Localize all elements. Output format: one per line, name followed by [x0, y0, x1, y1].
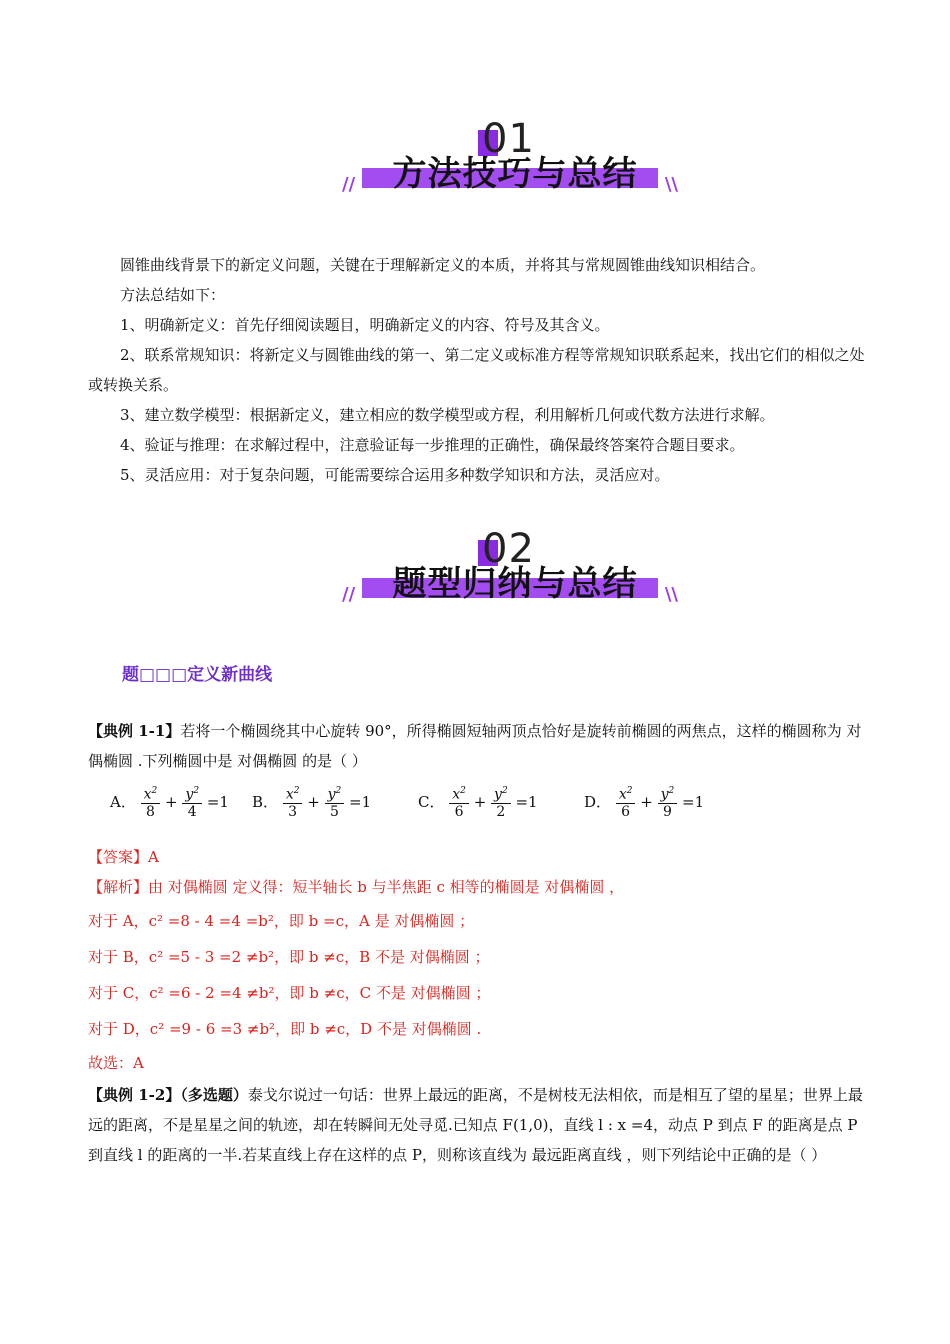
- option-letter: B．: [252, 792, 279, 811]
- method-intro: 圆锥曲线背景下的新定义问题，关键在于理解新定义的本质，并将其与常规圆锥曲线知识相结合。: [120, 256, 766, 274]
- section-title: 题型归纳与总结: [392, 564, 638, 604]
- analysis-line: 对于 D，c² =9 - 6 =3 ≠b²，即 b ≠c，D 不是 对偶椭圆 .: [88, 1020, 482, 1038]
- analysis-line: 对于 C，c² =6 - 2 =4 ≠b²，即 b ≠c，C 不是 对偶椭圆 ；: [88, 984, 491, 1002]
- option-a: A． $\frac{x^2}{8}$ + $\frac{y^2}{4}$ =1: [110, 786, 229, 820]
- example-1-1-question: [88, 716, 868, 776]
- option-letter: C．: [418, 792, 445, 811]
- section-banner-02: [340, 526, 680, 616]
- question-type-tag: （多选题）: [180, 1086, 248, 1104]
- option-letter: A．: [110, 792, 136, 811]
- example-1-2-question: [88, 1080, 868, 1170]
- section-title: 方法技巧与总结: [392, 154, 638, 194]
- final-choice: 故选：A: [88, 1054, 144, 1072]
- question-category: [122, 660, 272, 685]
- section-number: 02: [482, 526, 535, 572]
- option-letter: D．: [584, 792, 612, 811]
- backslash-decoration-icon: \\: [664, 584, 678, 605]
- category-label: 题□□□定义新曲线: [122, 665, 273, 685]
- method-item: 5、灵活应用：对于复杂问题，可能需要综合运用多种数学知识和方法，灵活应对。: [120, 466, 670, 484]
- analysis-line: 对于 A，c² =8 - 4 =4 =b²，即 b =c，A 是 对偶椭圆 ；: [88, 912, 475, 930]
- slash-decoration-icon: //: [342, 174, 356, 195]
- option-c: C． $\frac{x^2}{6}$ + $\frac{y^2}{2}$ =1: [418, 786, 538, 820]
- method-item: 4、验证与推理：在求解过程中，注意验证每一步推理的正确性，确保最终答案符合题目要求。: [120, 436, 745, 454]
- example-label: 【典例 1-2】: [88, 1086, 181, 1104]
- analysis: 【解析】由 对偶椭圆 定义得：短半轴长 b 与半焦距 c 相等的椭圆是 对偶椭圆 ，: [88, 878, 625, 896]
- backslash-decoration-icon: \\: [664, 174, 678, 195]
- analysis-line: 对于 B，c² =5 - 3 =2 ≠b²，即 b ≠c，B 不是 对偶椭圆 ；: [88, 948, 490, 966]
- section-number: 01: [482, 116, 535, 162]
- method-item: 3、建立数学模型：根据新定义，建立相应的数学模型或方程，利用解析几何或代数方法进行求解。: [120, 406, 775, 424]
- example-text: 泰戈尔说过一句话：世界上最远的距离，不是树枝无法相依，而是相互了望的星星；世界上最远的距离，不是星星之间的轨迹，却在转瞬间无处寻觅.已知点 F(1,0)，直线 l : x =4，动点 P 到点 F 的距离是点 P 到直线 l 的距离的一半.若某直线上存在这样的点 P，则称该直线为 最远距离直线 ，则下列结论中正确的是（ ）: [88, 1086, 863, 1164]
- section-banner-01: [340, 116, 680, 206]
- option-b: B． $\frac{x^2}{3}$ + $\frac{y^2}{5}$ =1: [252, 786, 372, 820]
- method-summary-label: 方法总结如下：: [120, 286, 226, 304]
- method-item: 2、联系常规知识：将新定义与圆锥曲线的第一、第二定义或标准方程等常规知识联系起来，找出它们的相似之处或转换关系。: [88, 346, 865, 394]
- example-text: 若将一个椭圆绕其中心旋转 90°，所得椭圆短轴两顶点恰好是旋转前椭圆的两焦点，这样的椭圆称为 对偶椭圆 .下列椭圆中是 对偶椭圆 的是（ ）: [88, 722, 862, 770]
- example-label: 【典例 1-1】: [88, 722, 181, 740]
- answer: 【答案】A: [88, 848, 159, 866]
- slash-decoration-icon: //: [342, 584, 356, 605]
- option-d: D． $\frac{x^2}{6}$ + $\frac{y^2}{9}$ =1: [584, 786, 705, 820]
- method-item: 1、明确新定义：首先仔细阅读题目，明确新定义的内容、符号及其含义。: [120, 316, 610, 334]
